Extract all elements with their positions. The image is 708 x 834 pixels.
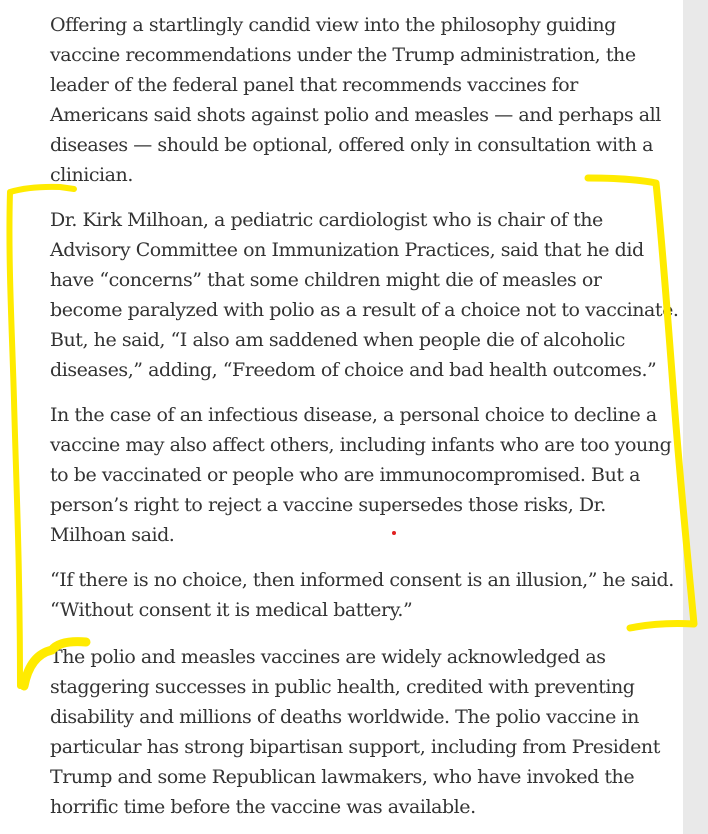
article-paragraph xyxy=(50,400,671,550)
paragraph-line: to be vaccinated or people who are immunocompromised. But a xyxy=(50,464,641,486)
paragraph-line: Americans said shots against polio and measles — and perhaps all xyxy=(50,104,661,126)
article-paragraph xyxy=(50,10,661,190)
paragraph-line: become paralyzed with polio as a result of a choice not to vaccinate. xyxy=(50,299,679,321)
red-dot-marker xyxy=(392,531,396,535)
paragraph-line: staggering successes in public health, credited with preventing xyxy=(50,676,635,698)
paragraph-line: diseases — should be optional, offered only in consultation with a xyxy=(50,134,654,156)
paragraph-line: have “concerns” that some children might die of measles or xyxy=(50,269,602,291)
paragraph-line: leader of the federal panel that recommends vaccines for xyxy=(50,74,578,96)
article-paragraph xyxy=(50,205,679,385)
paragraph-line: Offering a startlingly candid view into the philosophy guiding xyxy=(50,14,616,36)
paragraph-line: “Without consent it is medical battery.” xyxy=(50,599,413,621)
paragraph-line: Dr. Kirk Milhoan, a pediatric cardiologist who is chair of the xyxy=(50,209,603,231)
paragraph-line: But, he said, “I also am saddened when people die of alcoholic xyxy=(50,329,625,351)
paragraph-line: vaccine may also affect others, including infants who are too young xyxy=(50,434,672,456)
paragraph-line: clinician. xyxy=(50,164,133,186)
paragraph-line: person’s right to reject a vaccine supersedes those risks, Dr. xyxy=(50,494,606,516)
article-paragraph xyxy=(50,565,674,625)
paragraph-line: vaccine recommendations under the Trump administration, the xyxy=(50,44,636,66)
paragraph-line: diseases,” adding, “Freedom of choice and bad health outcomes.” xyxy=(50,359,657,381)
paragraph-line: Milhoan said. xyxy=(50,524,175,546)
paragraph-line: Advisory Committee on Immunization Practices, said that he did xyxy=(50,239,644,261)
paragraph-line: “If there is no choice, then informed consent is an illusion,” he said. xyxy=(50,569,674,591)
paragraph-line: The polio and measles vaccines are widely acknowledged as xyxy=(50,646,606,668)
paragraph-line: Trump and some Republican lawmakers, who have invoked the xyxy=(50,766,635,788)
paragraph-line: In the case of an infectious disease, a personal choice to decline a xyxy=(50,404,657,426)
paragraph-line: horrific time before the vaccine was available. xyxy=(50,796,476,818)
paragraph-line: particular has strong bipartisan support, including from President xyxy=(50,736,660,758)
paragraph-line: disability and millions of deaths worldwide. The polio vaccine in xyxy=(50,706,639,728)
article-paragraph xyxy=(50,642,660,822)
